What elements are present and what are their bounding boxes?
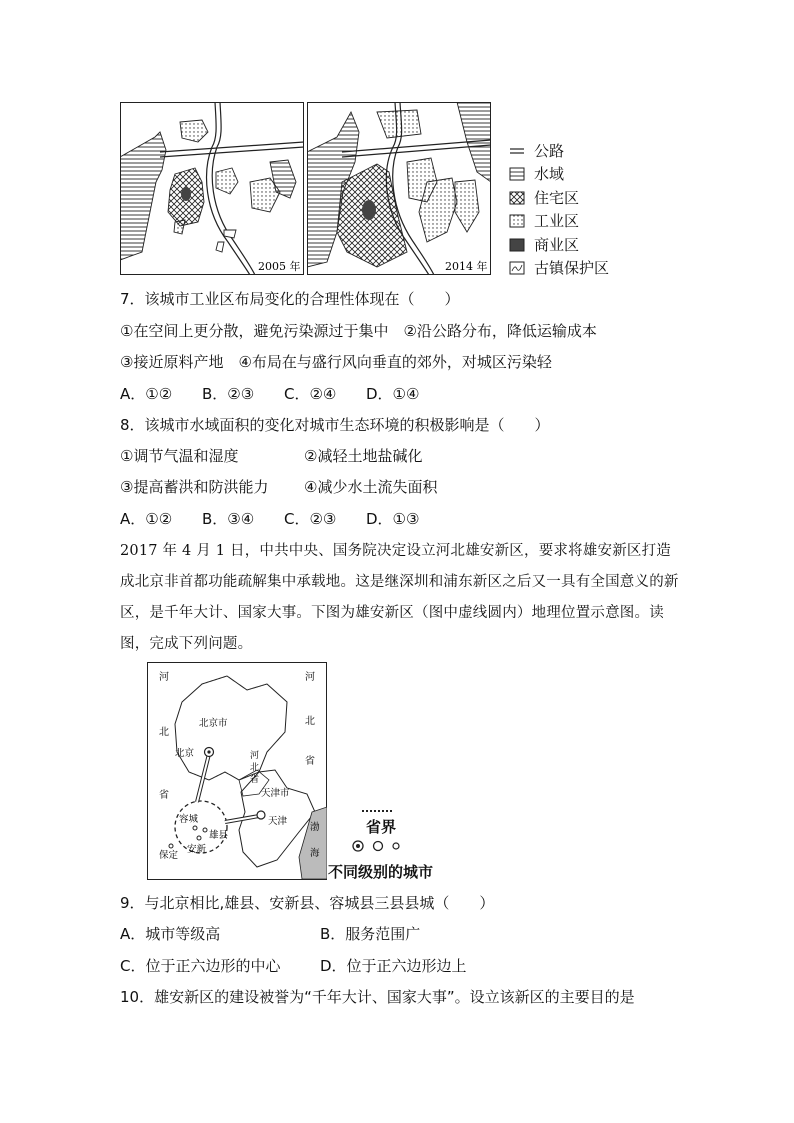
- legend-water: [508, 165, 564, 183]
- hebei-enclave-1: 河: [250, 751, 260, 761]
- q8-statement: ①调节气温和湿度: [120, 447, 239, 465]
- q9-option-c[interactable]: C．位于正六边形的中心: [120, 957, 281, 975]
- legend-ancient-town: [508, 259, 609, 277]
- q8-statements-2: [120, 477, 437, 497]
- bohai-label-1: 渤: [310, 822, 320, 833]
- legend-label: 住宅区: [534, 189, 580, 207]
- q8-options: [120, 509, 419, 529]
- residential-icon: [508, 191, 526, 205]
- tianjin-label: 天津: [268, 816, 288, 827]
- xiongxian-label: 雄县: [209, 830, 229, 841]
- year-label-2005: 2005 年: [258, 260, 301, 273]
- commercial-icon: [508, 238, 526, 252]
- legend-label: 水域: [534, 165, 565, 183]
- q8-option-b[interactable]: B．③④: [202, 510, 255, 528]
- land-use-map-2014: [307, 102, 491, 275]
- q9-options-row2: [120, 956, 467, 976]
- hebei-label-right-1: 河: [305, 672, 315, 683]
- hebei-enclave-2: 北: [250, 763, 260, 773]
- q8-statement: ②减轻土地盐碱化: [304, 447, 423, 465]
- q9-options-row1: [120, 924, 420, 944]
- anxin-label: 安新: [187, 844, 207, 855]
- q7-stem: 7．该城市工业区布局变化的合理性体现在（ ）: [120, 290, 460, 308]
- year-label-2014: 2014 年: [445, 260, 488, 273]
- xiongan-location-map: [147, 662, 327, 880]
- province-border-icon: [362, 808, 394, 814]
- tianjin-city-marker: [257, 811, 265, 819]
- bohai-label-2: 海: [310, 848, 320, 859]
- legend-commercial: [508, 236, 579, 254]
- tianjin-city-label: 天津市: [261, 788, 290, 799]
- q8-statement: ③提高蓄洪和防洪能力: [120, 478, 269, 496]
- q7-option-b[interactable]: B．②③: [202, 385, 255, 403]
- q8-option-a[interactable]: A．①②: [120, 510, 173, 528]
- hebei-label-left-1: 河: [159, 672, 169, 683]
- legend-province-border: 省界: [366, 818, 397, 836]
- q9-stem: 9．与北京相比,雄县、安新县、容城县三县县城（ ）: [120, 894, 495, 912]
- q9-option-a[interactable]: A．城市等级高: [120, 925, 221, 943]
- beijing-label: 北京: [175, 748, 195, 759]
- beijing-city-label: 北京市: [199, 718, 228, 729]
- q7-option-a[interactable]: A．①②: [120, 385, 173, 403]
- q10-stem: 10．雄安新区的建设被誉为“千年大计、国家大事”。设立该新区的主要目的是: [120, 988, 635, 1006]
- ancient-town-icon: [508, 261, 526, 275]
- legend-label: 商业区: [534, 236, 580, 254]
- legend-industrial: [508, 212, 579, 230]
- q9-option-d[interactable]: D．位于正六边形边上: [320, 957, 467, 975]
- legend-city-levels: 不同级别的城市: [328, 863, 434, 881]
- hebei-label-left-2: 北: [159, 727, 169, 738]
- q9-option-b[interactable]: B．服务范围广: [320, 925, 421, 943]
- q8-statement: ④减少水土流失面积: [304, 478, 438, 496]
- xiongan-passage: 2017 年 4 月 1 日，中共中央、国务院决定设立河北雄安新区，要求将雄安新区打造成北京非首都功能疏解集中承载地。这是继深圳和浦东新区之后又一具有全国意义的新区，是千年大计、国家大事。下图为雄安新区（图中虚线圆内）地理位置示意图。读图，完成下列问题。: [120, 543, 679, 652]
- industrial-icon: [508, 214, 526, 228]
- hebei-label-left-3: 省: [159, 790, 169, 801]
- q8-statements-1: [120, 446, 422, 466]
- rongcheng-label: 容城: [179, 814, 199, 825]
- hebei-enclave-3: 省: [250, 775, 260, 785]
- legend-road: [508, 142, 564, 160]
- road-icon: [508, 145, 526, 157]
- city-levels-icon: [350, 838, 416, 854]
- water-icon: [508, 167, 526, 181]
- q8-option-d[interactable]: D．①③: [366, 510, 420, 528]
- q8-option-c[interactable]: C．②③: [284, 510, 337, 528]
- legend-label: 公路: [534, 142, 565, 160]
- hebei-label-right-2: 北: [305, 716, 315, 727]
- q7-option-d[interactable]: D．①④: [366, 385, 420, 403]
- q7-options: [120, 384, 419, 404]
- q7-statements-2: ③接近原料产地 ④布局在与盛行风向垂直的郊外，对城区污染轻: [120, 353, 552, 371]
- q7-statements-1: ①在空间上更分散，避免污染源过于集中 ②沿公路分布，降低运输成本: [120, 322, 597, 340]
- q8-stem: 8．该城市水域面积的变化对城市生态环境的积极影响是（ ）: [120, 416, 550, 434]
- hebei-label-right-3: 省: [305, 756, 315, 767]
- legend-label: 古镇保护区: [534, 259, 610, 277]
- land-use-map-2005: [120, 102, 304, 275]
- legend-residential: [508, 189, 579, 207]
- legend-label: 工业区: [534, 212, 580, 230]
- q7-option-c[interactable]: C．②④: [284, 385, 337, 403]
- baoding-label: 保定: [159, 850, 179, 861]
